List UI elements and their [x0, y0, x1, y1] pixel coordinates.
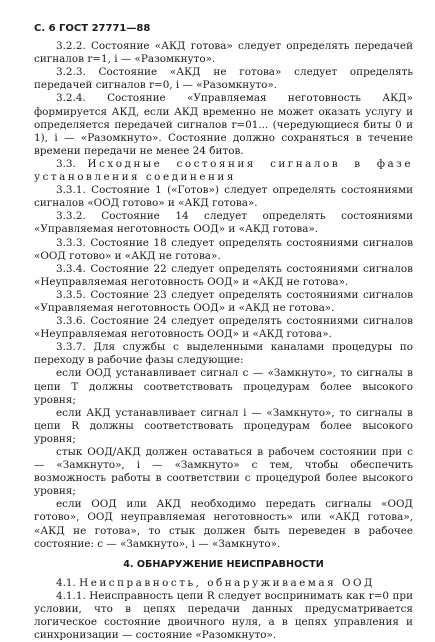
paragraph-interface: стык ООД/АКД должен оставаться в рабочем состоянии при с — «Замкнуто», i — «Замкнуто» с тем, чтобы обеспечить возможность работы в соответствии с процедурой более высокого уровня;: [34, 446, 413, 498]
paragraph-4-1-1: 4.1.1. Неисправность цепи R следует воспринимать как r=0 при условии, что в цепях передачи данных предусматривается логическое состояние двоичного нуля, а в цепях управления и синхронизации — состояние «Разомкнуто».: [34, 589, 413, 642]
section-4-1-title: Неисправность, обнаруживаемая ООД: [79, 576, 375, 589]
section-4-heading: 4. ОБНАРУЖЕНИЕ НЕИСПРАВНОСТИ: [123, 558, 324, 570]
paragraph-akd-signal: если АКД устанавливает сигнал i — «Замкнуто», то сигналы в цепи R должны соответствовать процедурам более высокого уровня;: [34, 406, 413, 445]
paragraph-3-3-2: 3.3.2. Состояние 14 следует определять состояниями «Управляемая неготовность ООД» и «АКД готова».: [34, 210, 413, 236]
section-3-3-title: Исходные состояния сигналов в фазе установления соединения: [34, 157, 413, 184]
paragraph-3-2-4: 3.2.4. Состояние «Управляемая неготовность АКД» формируется АКД, если АКД временно не может оказать услугу и определяется передачей сигналов r=01... (чередующиеся биты 0 и 1), i — «Разомкнуто». Состояние должно сохраняться в течение времени передачи не менее 24 битов.: [34, 92, 413, 157]
paragraph-3-3-4: 3.3.4. Состояние 22 следует определять состояниями сигналов «Неуправляемая неготовность ООД» и «АКД не готова».: [34, 262, 413, 288]
paragraph-3-2-2: 3.2.2. Состояние «АКД готова» следует определять передачей сигналов r=1, i — «Разомкнуто».: [34, 40, 413, 66]
section-4-1-heading: [34, 577, 413, 590]
paragraph-transfer: если ООД или АКД необходимо передать сигналы «ООД готово», ООД неуправляемая неготовность» или «АКД готова», «АКД не готова», то стык должен быть переведен в рабочее состояние: с — «Замкнуто», i — «Замкнуто».: [34, 498, 413, 550]
page-header: [34, 22, 413, 35]
paragraph-3-3-6: 3.3.6. Состояние 24 следует определять состояниями сигналов «Неуправляемая неготовность ООД» и «АКД готова».: [34, 315, 413, 341]
paragraph-3-3-5: 3.3.5. Состояние 23 следует определять состояниями сигналов «Управляемая неготовность ООД» и «АКД не готова».: [34, 288, 413, 314]
paragraph-3-2-3: 3.2.3. Состояние «АКД не готова» следует определять передачей сигналов r=0, i — «Разомкнуто».: [34, 66, 413, 92]
page-label: С. 6 ГОСТ 27771—88: [34, 23, 151, 34]
paragraph-3-3-7: 3.3.7. Для службы с выделенными каналами процедуры по переходу в рабочие фазы следующие:: [34, 341, 413, 367]
section-3-3-heading: [34, 158, 413, 184]
section-4-1-number: 4.1.: [56, 576, 80, 589]
section-3-3-number: 3.3.: [56, 157, 88, 170]
paragraph-3-3-1: 3.3.1. Состояние 1 («Готов») следует определять состояниями сигналов «ООД готово» и «АКД готова».: [34, 184, 413, 210]
paragraph-ood-signal: если ООД устанавливает сигнал с — «Замкнуто», то сигналы в цепи T должны соответствовать процедурам более высокого уровня;: [34, 367, 413, 406]
paragraph-3-3-3: 3.3.3. Состояние 18 следует определять состояниями сигналов «ООД готово» и «АКД не готова».: [34, 236, 413, 262]
